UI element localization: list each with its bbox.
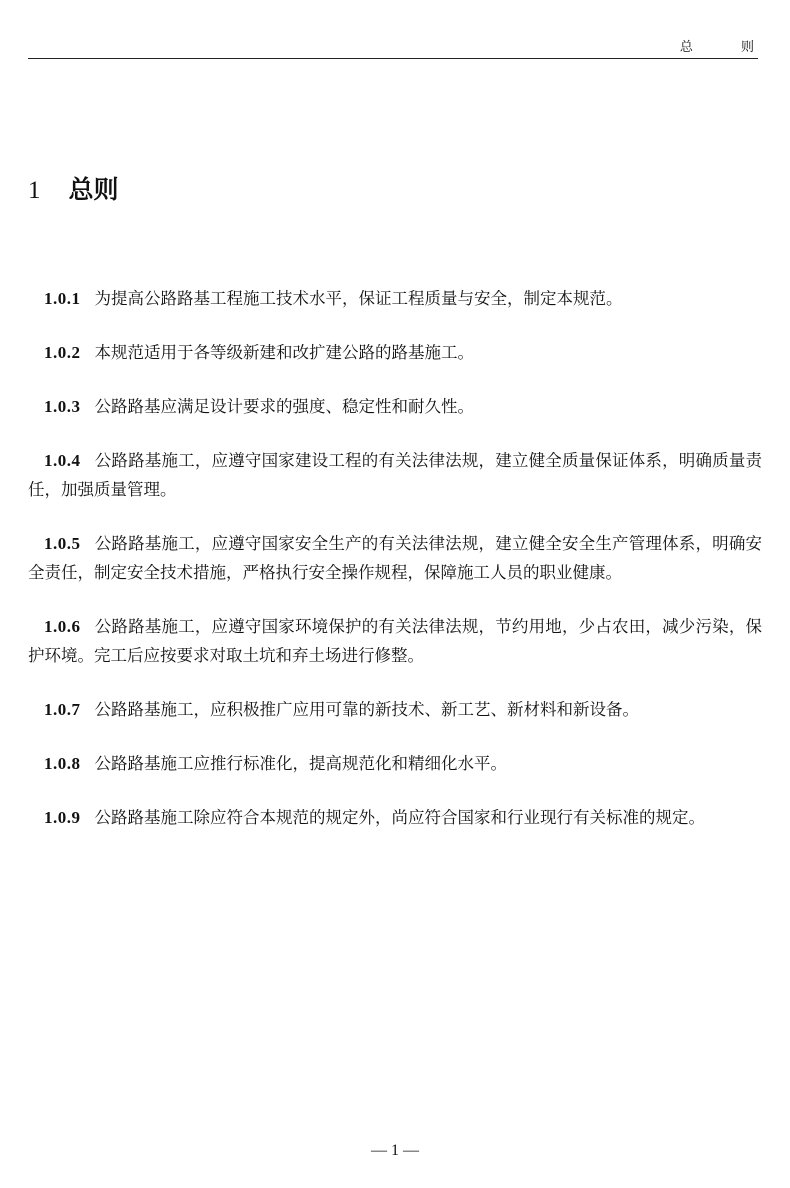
clause-number: 1.0.2 <box>44 343 81 362</box>
clause-1-0-7 <box>28 695 762 724</box>
clause-1-0-3 <box>28 392 762 421</box>
clause-text: 本规范适用于各等级新建和改扩建公路的路基施工。 <box>94 343 474 362</box>
clause-text: 公路路基施工除应符合本规范的规定外，尚应符合国家和行业现行有关标准的规定。 <box>94 808 705 827</box>
chapter-number: 1 <box>28 177 41 204</box>
running-header <box>28 30 776 59</box>
clause-number: 1.0.8 <box>44 754 81 773</box>
chapter-title: 总则 <box>68 175 119 204</box>
clause-number: 1.0.7 <box>44 700 81 719</box>
clause-1-0-9 <box>28 803 762 832</box>
clause-list <box>28 284 762 857</box>
clause-1-0-5 <box>28 529 762 587</box>
clause-text: 公路路基施工应推行标准化，提高规范化和精细化水平。 <box>94 754 507 773</box>
clause-1-0-8 <box>28 749 762 778</box>
chapter-heading <box>28 170 119 206</box>
clause-text: 公路路基应满足设计要求的强度、稳定性和耐久性。 <box>94 397 474 416</box>
clause-number: 1.0.9 <box>44 808 81 827</box>
clause-text: 公路路基施工，应遵守国家环境保护的有关法律法规，节约用地，少占农田，减少污染，保护环境。完工后应按要求对取土坑和弃土场进行修整。 <box>28 617 762 665</box>
clause-number: 1.0.6 <box>44 617 81 636</box>
clause-number: 1.0.1 <box>44 289 81 308</box>
clause-1-0-1 <box>28 284 762 313</box>
page-number: — 1 — <box>371 1142 419 1159</box>
running-header-title: 总 则 <box>679 40 776 55</box>
clause-number: 1.0.4 <box>44 451 81 470</box>
clause-text: 公路路基施工，应遵守国家安全生产的有关法律法规，建立健全安全生产管理体系，明确安全责任，制定安全技术措施，严格执行安全操作规程，保障施工人员的职业健康。 <box>28 534 762 582</box>
clause-1-0-6 <box>28 612 762 670</box>
clause-number: 1.0.5 <box>44 534 81 553</box>
clause-number: 1.0.3 <box>44 397 81 416</box>
clause-1-0-4 <box>28 446 762 504</box>
clause-text: 公路路基施工，应积极推广应用可靠的新技术、新工艺、新材料和新设备。 <box>94 700 639 719</box>
clause-text: 为提高公路路基工程施工技术水平，保证工程质量与安全，制定本规范。 <box>94 289 623 308</box>
clause-1-0-2 <box>28 338 762 367</box>
clause-text: 公路路基施工，应遵守国家建设工程的有关法律法规，建立健全质量保证体系，明确质量责任，加强质量管理。 <box>28 451 762 499</box>
